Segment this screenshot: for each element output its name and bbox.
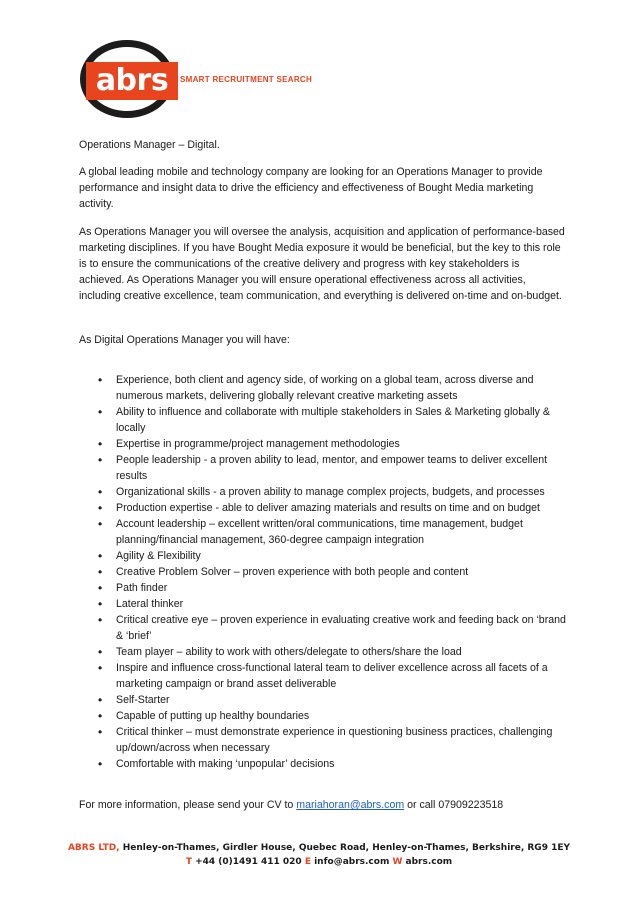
- footer-address: Henley-on-Thames, Girdler House, Quebec Road, Henley-on-Thames, Berkshire, RG9 1EY: [119, 843, 571, 853]
- list-item: • Inspire and influence cross-functional lateral team to deliver excellence across all facets of a marketing campaign or brand asset deliverable: [116, 660, 567, 692]
- list-item: • Agility & Flexibility: [116, 548, 567, 564]
- footer-contact-line: [0, 855, 638, 869]
- list-item: • Critical creative eye – proven experience in evaluating creative work and feeding back on ‘brand & ‘brief’: [116, 612, 567, 644]
- list-item: • Experience, both client and agency side, of working on a global team, across diverse and numerous markets, delivering globally relevant creative marketing assets: [116, 372, 567, 404]
- body-paragraph: As Operations Manager you will oversee the analysis, acquisition and application of performance-based marketing disciplines. If you have Bought Media exposure it would be beneficial, but the key to this role is to ensure the communications of the creative delivery and progress with key stakeholders is achieved. As Operations Manager you will ensure operational effectiveness across all activities, including creative excellence, team communication, and everything is delivered on-time and on-budget.: [79, 226, 565, 302]
- contact-email-link[interactable]: mariahoran@abrs.com: [296, 799, 405, 811]
- requirements-list: [79, 372, 567, 772]
- list-item: • Team player – ability to work with others/delegate to others/share the load: [116, 644, 567, 660]
- list-item: • Account leadership – excellent written/oral communications, time management, budget planning/financial management, 360-degree campaign integration: [116, 516, 567, 548]
- list-item: • Creative Problem Solver – proven experience with both people and content: [116, 564, 567, 580]
- contact-prefix: For more information, please send your CV to: [79, 799, 297, 811]
- list-item: • Ability to influence and collaborate with multiple stakeholders in Sales & Marketing globally & locally: [116, 404, 567, 436]
- footer-email: info@abrs.com: [310, 857, 393, 867]
- company-logo: [80, 40, 320, 120]
- contact-line: [79, 797, 503, 813]
- list-item: • Comfortable with making ‘unpopular’ decisions: [116, 756, 567, 772]
- logo-tagline: SMART RECRUITMENT SEARCH: [180, 75, 313, 84]
- footer-phone: +44 (0)1491 411 020: [191, 857, 305, 867]
- footer-company: ABRS LTD,: [67, 843, 120, 853]
- job-title: Operations Manager – Digital.: [79, 139, 220, 151]
- list-item: • Expertise in programme/project management methodologies: [116, 436, 567, 452]
- footer-phone-label: T: [185, 857, 192, 867]
- footer-address-line: [0, 841, 638, 855]
- list-item: • Path finder: [116, 580, 567, 596]
- list-item: • Capable of putting up healthy boundaries: [116, 708, 567, 724]
- list-item: • Critical thinker – must demonstrate experience in questioning business practices, challenging up/down/across when necessary: [116, 724, 567, 756]
- list-item: • Production expertise - able to deliver amazing materials and results on time and on budget: [116, 500, 567, 516]
- list-item: • Self-Starter: [116, 692, 567, 708]
- list-item: • Organizational skills - a proven ability to manage complex projects, budgets, and processes: [116, 484, 567, 500]
- list-item: • Lateral thinker: [116, 596, 567, 612]
- page-footer: [0, 841, 638, 869]
- job-description: [79, 137, 567, 772]
- footer-web-label: W: [392, 857, 403, 867]
- footer-email-label: E: [304, 857, 311, 867]
- logo-wordmark: abrs: [86, 62, 178, 100]
- list-item: • People leadership - a proven ability to lead, mentor, and empower teams to deliver excellent results: [116, 452, 567, 484]
- contact-suffix: or call 07909223518: [404, 799, 504, 811]
- intro-paragraph: A global leading mobile and technology company are looking for an Operations Manager to provide performance and insight data to drive the efficiency and effectiveness of Bought Media marketing activity.: [79, 166, 543, 210]
- footer-web: abrs.com: [402, 857, 453, 867]
- list-intro: As Digital Operations Manager you will have:: [79, 334, 290, 346]
